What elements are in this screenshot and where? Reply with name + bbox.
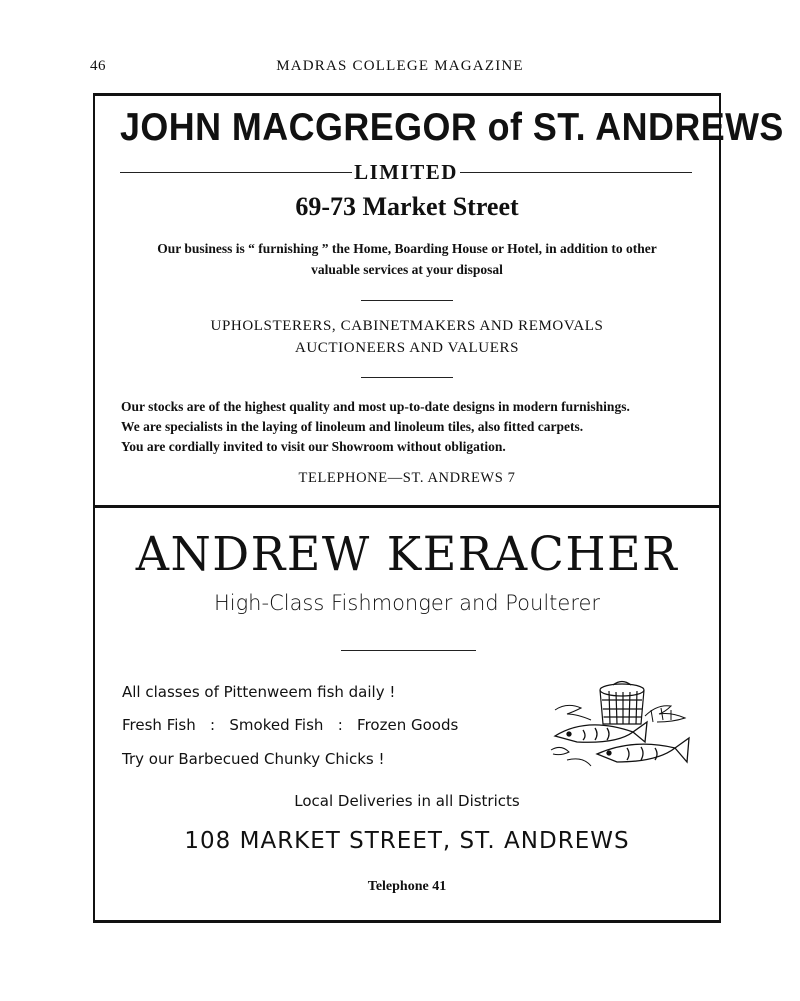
- limited-rule-right: [460, 172, 692, 173]
- keracher-tagline: High-Class Fishmonger and Poulterer: [213, 591, 601, 615]
- keracher-company-name: ANDREW KERACHER: [135, 527, 679, 582]
- macgregor-stocks-line-3: You are cordially invited to visit our Showroom without obligation.: [121, 439, 506, 454]
- macgregor-intro-line-1: Our business is “ furnishing ” the Home, Boarding House or Hotel, in addition to other: [157, 241, 657, 256]
- limited-rule-left: [120, 172, 352, 173]
- separator-rule-2: [361, 377, 453, 378]
- advert-divider: [93, 505, 721, 508]
- keracher-goods-line: Fresh Fish : Smoked Fish : Frozen Goods: [122, 716, 459, 734]
- page-number: 46: [90, 58, 106, 74]
- macgregor-intro-line-2: valuable services at your disposal: [311, 262, 503, 277]
- macgregor-stocks-line-2: We are specialists in the laying of linoleum and linoleum tiles, also fitted carpets.: [121, 419, 584, 434]
- macgregor-address: 69-73 Market Street: [295, 192, 519, 221]
- macgregor-trades-line-2: AUCTIONEERS AND VALUERS: [294, 340, 520, 356]
- macgregor-trades-line-1: UPHOLSTERERS, CABINETMAKERS AND REMOVALS: [210, 318, 604, 334]
- keracher-telephone: Telephone 41: [367, 879, 447, 894]
- running-head: MADRAS COLLEGE MAGAZINE: [276, 58, 524, 74]
- fish-basket-illustration-icon: [547, 676, 692, 771]
- separator-rule-3: [341, 650, 476, 651]
- macgregor-company-name: JOHN MACGREGOR of ST. ANDREWS: [119, 106, 784, 149]
- macgregor-stocks-line-1: Our stocks are of the highest quality and most up-to-date designs in modern furnishings.: [121, 399, 630, 414]
- limited-row: [120, 160, 692, 185]
- keracher-deliveries: Local Deliveries in all Districts: [294, 792, 520, 810]
- limited-label: LIMITED: [354, 160, 458, 184]
- keracher-chicks-line: Try our Barbecued Chunky Chicks !: [122, 750, 385, 768]
- keracher-address: 108 MARKET STREET, ST. ANDREWS: [184, 828, 630, 854]
- keracher-fish-line: All classes of Pittenweem fish daily !: [122, 683, 396, 701]
- separator-rule-1: [361, 300, 453, 301]
- macgregor-telephone: TELEPHONE—ST. ANDREWS 7: [298, 470, 516, 486]
